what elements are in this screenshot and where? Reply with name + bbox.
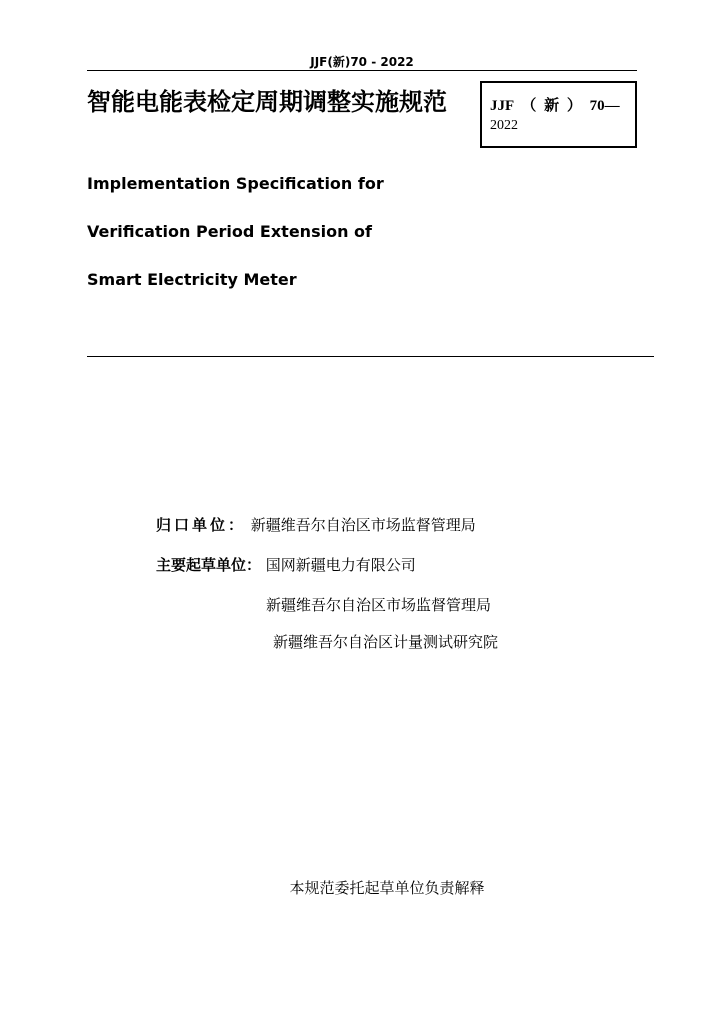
english-title-line-3: Smart Electricity Meter [87,270,297,289]
guikou-unit-label: 归口单位： [156,516,247,534]
header-rule [87,70,637,71]
drafting-unit-row [156,554,416,575]
drafting-unit-2: 新疆维吾尔自治区市场监督管理局 [266,596,492,614]
document-title-english [87,160,507,304]
standard-code-line-2: 2022 [490,118,518,133]
document-title-chinese: 智能电能表检定周期调整实施规范 [87,88,447,116]
english-title-line-1: Implementation Specification for [87,174,384,193]
drafting-unit-label: 主要起草单位： [156,556,262,574]
drafting-unit-1: 国网新疆电力有限公司 [265,556,416,574]
guikou-unit-row [156,514,476,535]
english-title-line-2: Verification Period Extension of [87,222,372,241]
running-header-code: JJF(新)70 - 2022 [310,55,414,69]
standard-code-box [480,81,637,148]
title-divider-rule [87,356,654,357]
drafting-unit-3: 新疆维吾尔自治区计量测试研究院 [273,633,499,651]
standard-code-line-1: JJF （ 新 ） 70— [490,98,620,114]
guikou-unit-value: 新疆维吾尔自治区市场监督管理局 [250,516,476,534]
interpretation-note: 本规范委托起草单位负责解释 [289,879,485,897]
